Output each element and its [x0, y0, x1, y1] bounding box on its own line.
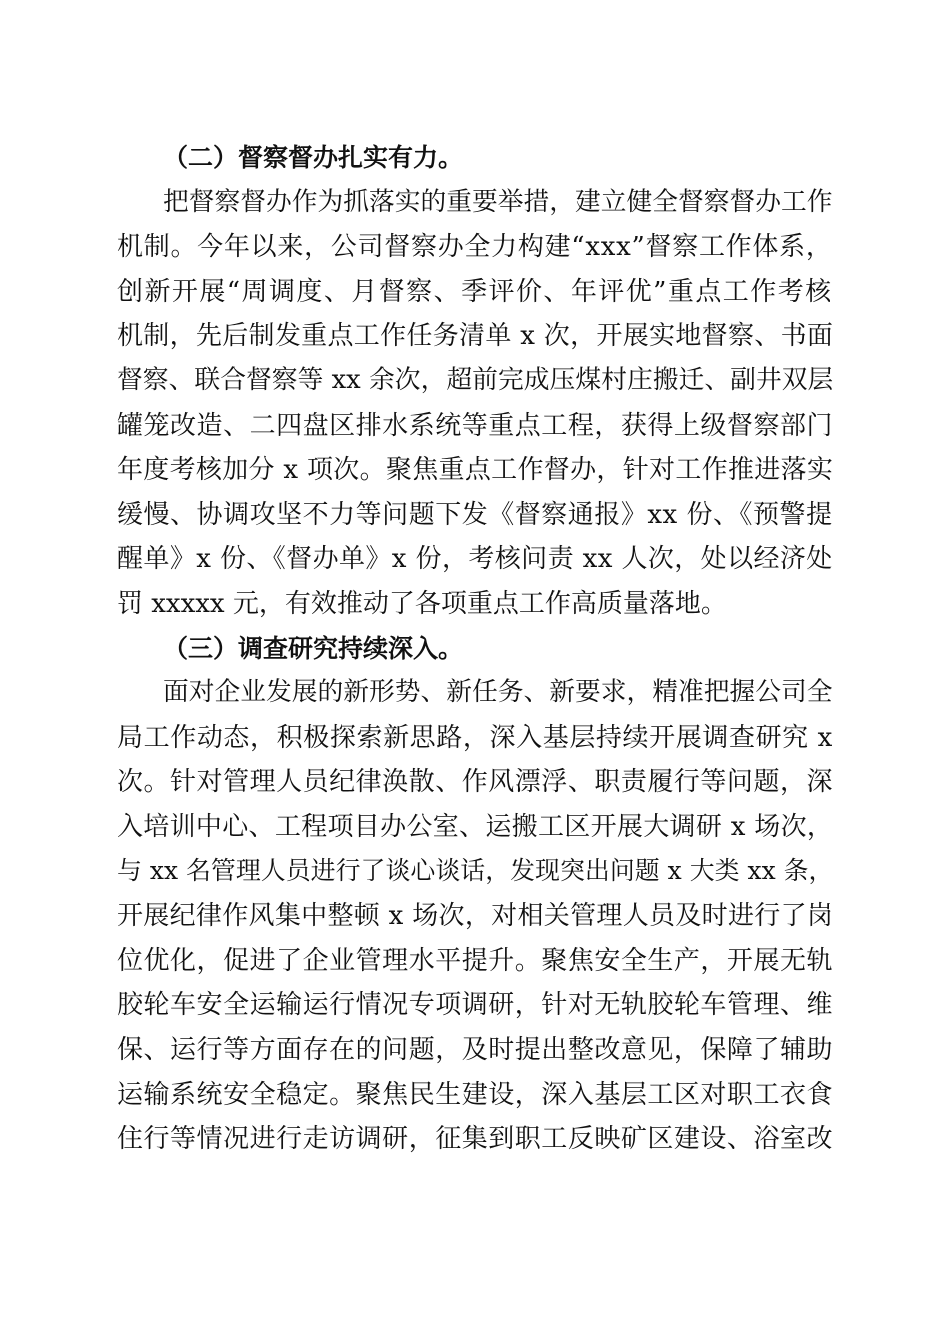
paragraph-line: 机制。今年以来，公司督察办全力构建“xxx”督察工作体系，	[117, 232, 833, 263]
paragraph-line: 局工作动态，积极探索新思路，深入基层持续开展调查研究 x	[117, 722, 833, 753]
paragraph-line: 机制，先后制发重点工作任务清单 x 次，开展实地督察、书面	[117, 321, 834, 352]
paragraph-line: 入培训中心、工程项目办公室、运搬工区开展大调研 x 场次，	[117, 812, 834, 842]
paragraph-line: 运输系统安全稳定。聚焦民生建设，深入基层工区对职工衣食	[117, 1079, 834, 1110]
section-heading-2: （二）督察督办扎实有力。	[163, 143, 464, 172]
paragraph-line: 开展纪律作风集中整顿 x 场次，对相关管理人员及时进行了岗	[117, 901, 834, 932]
paragraph-line: 督察、联合督察等 xx 余次，超前完成压煤村庄搬迁、副井双层	[117, 365, 834, 395]
paragraph-line: 罐笼改造、二四盘区排水系统等重点工程，获得上级督察部门	[117, 410, 834, 441]
paragraph-line: 创新开展“周调度、月督察、季评价、年评优”重点工作考核	[117, 276, 833, 307]
paragraph-line: 面对企业发展的新形势、新任务、新要求，精准把握公司全	[163, 677, 833, 708]
paragraph-line: 年度考核加分 x 项次。聚焦重点工作督办，针对工作推进落实	[117, 455, 834, 486]
paragraph-line: 住行等情况进行走访调研，征集到职工反映矿区建设、浴室改	[117, 1124, 834, 1155]
paragraph-line: 与 xx 名管理人员进行了谈心谈话，发现突出问题 x 大类 xx 条，	[117, 855, 834, 885]
paragraph-line: 胶轮车安全运输运行情况专项调研，针对无轨胶轮车管理、维	[117, 990, 834, 1021]
paragraph-line: 保、运行等方面存在的问题，及时提出整改意见，保障了辅助	[117, 1035, 834, 1065]
paragraph-line: 缓慢、协调攻坚不力等问题下发《督察通报》xx 份、《预警提	[117, 499, 833, 530]
paragraph-line: 把督察督办作为抓落实的重要举措，建立健全督察督办工作	[163, 186, 833, 217]
paragraph-line: 醒单》x 份、《督办单》x 份，考核问责 xx 人次，处以经济处	[117, 544, 833, 575]
section-heading-3: （三）调查研究持续深入。	[163, 633, 464, 663]
paragraph-line: 次。针对管理人员纪律涣散、作风漂浮、职责履行等问题，深	[117, 767, 834, 798]
paragraph-line: 罚 xxxxx 元，有效推动了各项重点工作高质量落地。	[117, 589, 727, 619]
paragraph-line: 位优化，促进了企业管理水平提升。聚焦安全生产，开展无轨	[117, 945, 834, 976]
